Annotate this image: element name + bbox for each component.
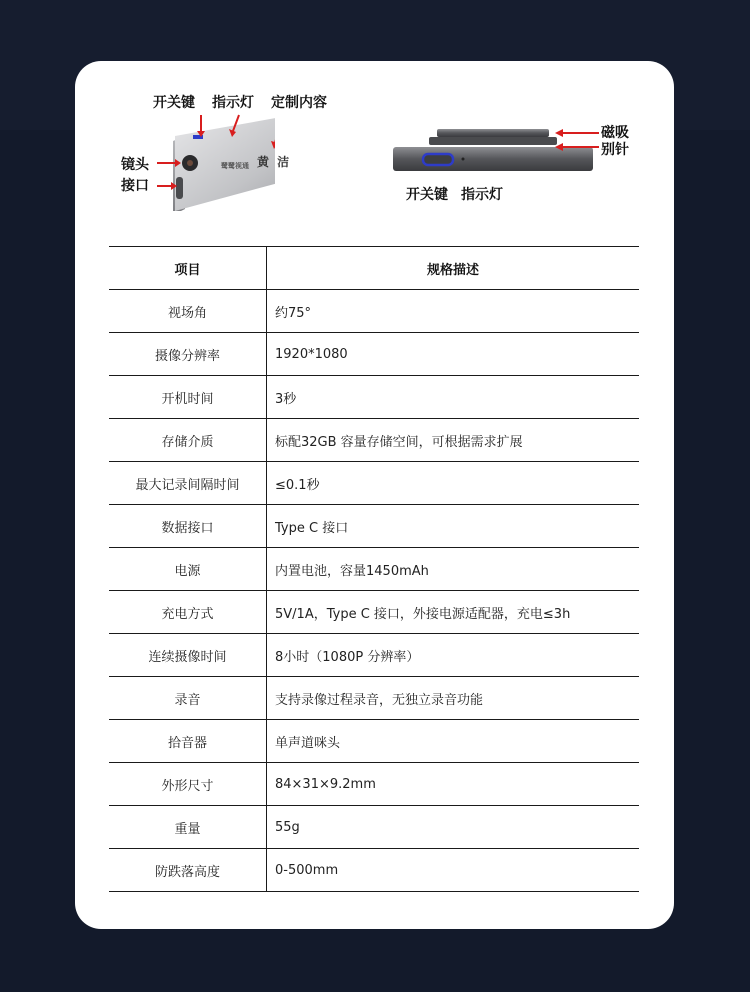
camera-side-illustration	[389, 125, 609, 195]
row-item: 电源	[109, 548, 267, 591]
label-magnet: 磁吸	[601, 125, 629, 141]
table-row	[109, 419, 639, 462]
label-port: 接口	[121, 178, 149, 194]
row-item: 充电方式	[109, 591, 267, 634]
row-spec: 55g	[267, 806, 640, 849]
camera-front-illustration	[115, 101, 275, 211]
row-spec: 内置电池，容量1450mAh	[267, 548, 640, 591]
row-item: 重量	[109, 806, 267, 849]
label-power-key-left: 开关键	[153, 95, 195, 111]
table-row	[109, 505, 639, 548]
label-lens: 镜头	[121, 157, 149, 173]
spec-table	[109, 246, 639, 892]
table-row	[109, 333, 639, 376]
row-spec: 标配32GB 容量存储空间，可根据需求扩展	[267, 419, 640, 462]
row-spec: 约75°	[267, 290, 640, 333]
row-spec: 5V/1A，Type C 接口，外接电源适配器，充电≤3h	[267, 591, 640, 634]
row-spec: 8小时（1080P 分辨率）	[267, 634, 640, 677]
device-small-text: 鹭鹭视通	[221, 162, 249, 170]
table-row	[109, 290, 639, 333]
row-spec: ≤0.1秒	[267, 462, 640, 505]
label-indicator-right: 指示灯	[461, 187, 503, 203]
label-custom-content: 定制内容	[271, 95, 327, 111]
table-row	[109, 548, 639, 591]
row-spec: 支持录像过程录音，无独立录音功能	[267, 677, 640, 720]
table-row	[109, 591, 639, 634]
header-item: 项目	[109, 247, 267, 290]
row-spec: 84×31×9.2mm	[267, 763, 640, 806]
label-indicator-left: 指示灯	[212, 95, 254, 111]
header-spec: 规格描述	[267, 247, 640, 290]
table-row	[109, 376, 639, 419]
device-custom-name: 黄 洁	[257, 155, 292, 169]
row-item: 外形尺寸	[109, 763, 267, 806]
table-row	[109, 462, 639, 505]
spec-card	[75, 61, 674, 929]
row-spec: 0-500mm	[267, 849, 640, 892]
table-header-row	[109, 247, 639, 290]
row-spec: 1920*1080	[267, 333, 640, 376]
row-item: 最大记录间隔时间	[109, 462, 267, 505]
row-item: 摄像分辨率	[109, 333, 267, 376]
table-row	[109, 634, 639, 677]
row-item: 存储介质	[109, 419, 267, 462]
label-pin: 别针	[601, 142, 629, 158]
row-item: 防跌落高度	[109, 849, 267, 892]
table-row	[109, 677, 639, 720]
row-item: 连续摄像时间	[109, 634, 267, 677]
row-spec: 3秒	[267, 376, 640, 419]
row-item: 拾音器	[109, 720, 267, 763]
product-figure	[75, 61, 674, 241]
row-item: 开机时间	[109, 376, 267, 419]
label-power-key-right: 开关键	[406, 187, 448, 203]
row-item: 录音	[109, 677, 267, 720]
row-item: 视场角	[109, 290, 267, 333]
row-spec: 单声道咪头	[267, 720, 640, 763]
table-row	[109, 806, 639, 849]
table-row	[109, 849, 639, 892]
row-item: 数据接口	[109, 505, 267, 548]
row-spec: Type C 接口	[267, 505, 640, 548]
table-row	[109, 720, 639, 763]
table-row	[109, 763, 639, 806]
